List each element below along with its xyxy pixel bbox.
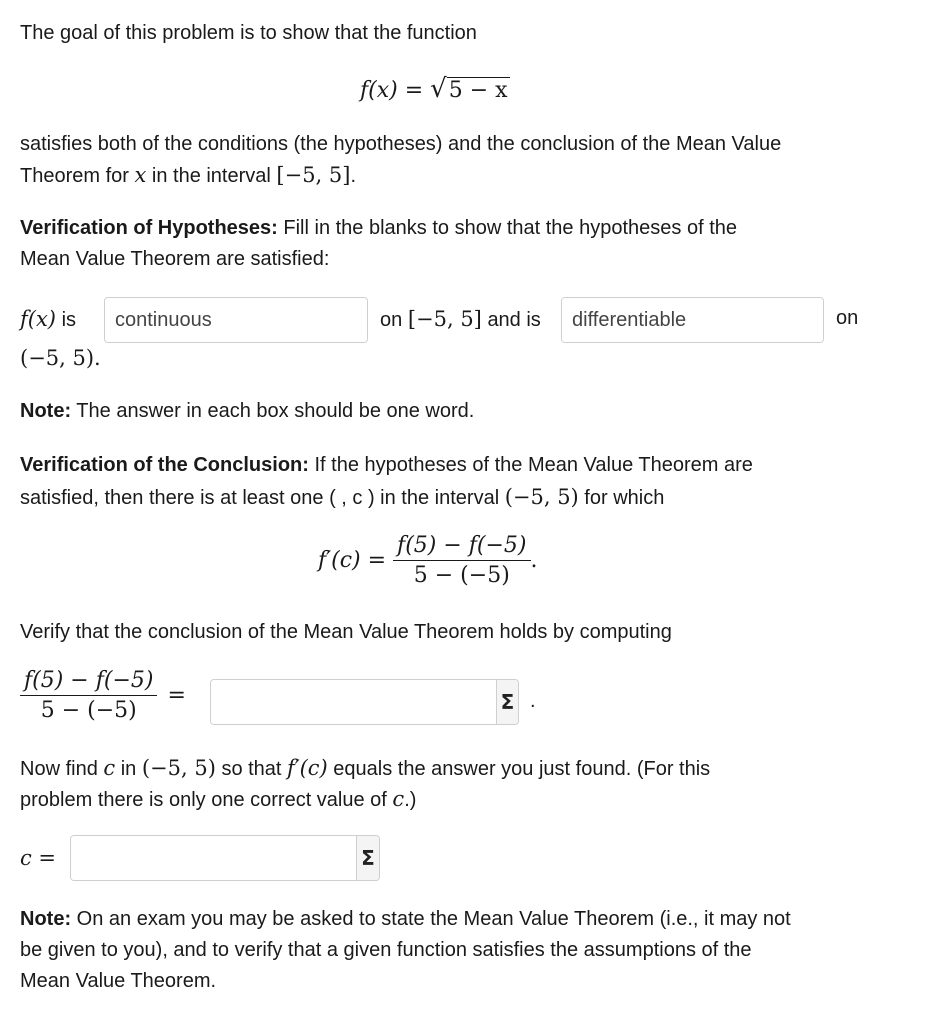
findc-text-post: equals the answer you just found. (For this bbox=[327, 758, 711, 780]
verify-text: Verify that the conclusion of the Mean Value Theorem holds by computing bbox=[20, 621, 672, 643]
findc-text-in: in bbox=[115, 758, 142, 780]
findc-text-2-pre: problem there is only one correct value of bbox=[20, 789, 393, 811]
intro-line-1: The goal of this problem is to show that the function bbox=[20, 22, 477, 44]
mvt-numerator: f(5) − f(−5) bbox=[393, 533, 530, 561]
verify-fraction bbox=[20, 668, 157, 723]
intro-line-3-end: . bbox=[350, 165, 357, 187]
note-1-text: The answer in each box should be one word. bbox=[71, 400, 475, 422]
interval-closed: [−5, 5] bbox=[276, 163, 351, 187]
variable-x: x bbox=[134, 163, 147, 187]
hypothesis-answer-1 bbox=[104, 297, 368, 343]
interval-closed-2: [−5, 5] bbox=[407, 307, 482, 331]
verify-denominator: 5 − (−5) bbox=[40, 698, 137, 723]
conclusion-heading: Verification of the Conclusion: bbox=[20, 454, 309, 476]
and-is-label: and is bbox=[487, 309, 541, 331]
conclusion-text-2-pre: satisfied, then there is at least one ( , c ) in the interval bbox=[20, 487, 505, 509]
findc-line-2 bbox=[20, 787, 416, 812]
mvt-lhs: f′(c) = bbox=[318, 548, 394, 573]
sigma-icon[interactable]: Σ bbox=[356, 836, 379, 880]
is-label: is bbox=[56, 309, 77, 331]
verify-equals: = bbox=[167, 683, 186, 708]
mvt-period: . bbox=[530, 548, 538, 573]
findc-text-2-post: .) bbox=[404, 789, 417, 811]
findc-text-so: so that bbox=[215, 758, 288, 780]
verify-numerator: f(5) − f(−5) bbox=[20, 668, 157, 696]
on-label-1: on bbox=[380, 309, 403, 331]
conclusion-text-1: If the hypotheses of the Mean Value Theorem are bbox=[308, 454, 753, 476]
variable-c: c bbox=[103, 756, 116, 780]
slope-answer-input[interactable] bbox=[211, 680, 496, 724]
interval-open: (−5, 5). bbox=[20, 346, 101, 370]
continuity-answer-input[interactable] bbox=[105, 298, 368, 342]
c-equals-label: c = bbox=[20, 846, 57, 870]
verify-answer-box bbox=[210, 679, 519, 725]
verify-period: . bbox=[530, 690, 536, 712]
radical-sign-icon: √ bbox=[430, 74, 447, 104]
hypothesis-answer-2 bbox=[561, 297, 824, 343]
note-2-text-1: On an exam you may be asked to state the Mean Value Theorem (i.e., it may not bbox=[71, 908, 791, 930]
note-1-label: Note: bbox=[20, 400, 72, 422]
conclusion-line-1 bbox=[20, 454, 753, 477]
differentiability-answer-input[interactable] bbox=[562, 298, 824, 342]
intro-line-3-pre: Theorem for bbox=[20, 165, 135, 187]
sigma-icon[interactable]: Σ bbox=[496, 680, 518, 724]
mvt-formula bbox=[318, 533, 538, 588]
verify-fraction-expression bbox=[20, 668, 186, 723]
findc-text-pre: Now find bbox=[20, 758, 104, 780]
function-definition bbox=[360, 74, 510, 104]
c-answer-box bbox=[70, 835, 380, 881]
intro-line-3 bbox=[20, 163, 356, 188]
variable-c-2: c bbox=[392, 787, 405, 811]
mvt-denominator: 5 − (−5) bbox=[413, 563, 510, 588]
conclusion-text-2-post: for which bbox=[578, 487, 665, 509]
interval-open-3: (−5, 5) bbox=[141, 756, 216, 780]
square-root bbox=[430, 74, 509, 104]
findc-line-1 bbox=[20, 756, 710, 781]
function-lhs: f(x) = bbox=[360, 78, 431, 103]
interval-open-2: (−5, 5) bbox=[504, 485, 579, 509]
note-2-line-2: be given to you), and to verify that a given function satisfies the assumptions of the bbox=[20, 939, 752, 961]
hypotheses-mid-text bbox=[380, 307, 541, 332]
hypotheses-line-2: Mean Value Theorem are satisfied: bbox=[20, 248, 330, 270]
hypotheses-fx-label bbox=[20, 307, 76, 332]
note-2-line-3: Mean Value Theorem. bbox=[20, 970, 217, 992]
conclusion-line-2 bbox=[20, 485, 664, 510]
on-label-2: on bbox=[836, 307, 859, 329]
fx-symbol: f(x) bbox=[20, 307, 57, 331]
hypotheses-text-1: Fill in the blanks to show that the hypotheses of the bbox=[277, 217, 738, 239]
c-answer-input[interactable] bbox=[71, 836, 356, 880]
hypotheses-line-1 bbox=[20, 217, 737, 240]
fprime-c: f′(c) bbox=[287, 756, 328, 780]
hypotheses-heading: Verification of Hypotheses: bbox=[20, 217, 278, 239]
radicand: 5 − x bbox=[448, 78, 508, 103]
intro-line-2: satisfies both of the conditions (the hypotheses) and the conclusion of the Mean Value bbox=[20, 133, 782, 155]
note-1 bbox=[20, 400, 474, 423]
mvt-fraction bbox=[393, 533, 530, 588]
note-2-label: Note: bbox=[20, 908, 72, 930]
intro-line-3-mid: in the interval bbox=[146, 165, 277, 187]
note-2-line-1 bbox=[20, 908, 791, 931]
